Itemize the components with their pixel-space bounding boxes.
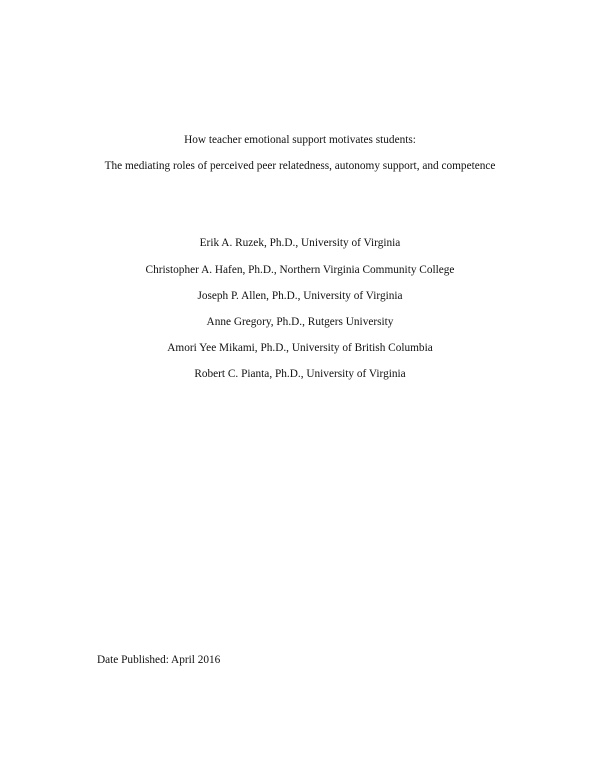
date-published: Date Published: April 2016 (97, 654, 221, 666)
author-line: Joseph P. Allen, Ph.D., University of Virginia (197, 290, 403, 302)
paper-subtitle: The mediating roles of perceived peer relatedness, autonomy support, and competence (104, 160, 496, 172)
paper-title: How teacher emotional support motivates students: (184, 134, 416, 146)
author-line: Christopher A. Hafen, Ph.D., Northern Virginia Community College (145, 264, 455, 276)
author-line: Anne Gregory, Ph.D., Rutgers University (206, 316, 394, 328)
author-line: Robert C. Pianta, Ph.D., University of Virginia (194, 368, 406, 380)
author-line: Erik A. Ruzek, Ph.D., University of Virginia (199, 237, 401, 249)
author-line: Amori Yee Mikami, Ph.D., University of British Columbia (167, 342, 433, 354)
